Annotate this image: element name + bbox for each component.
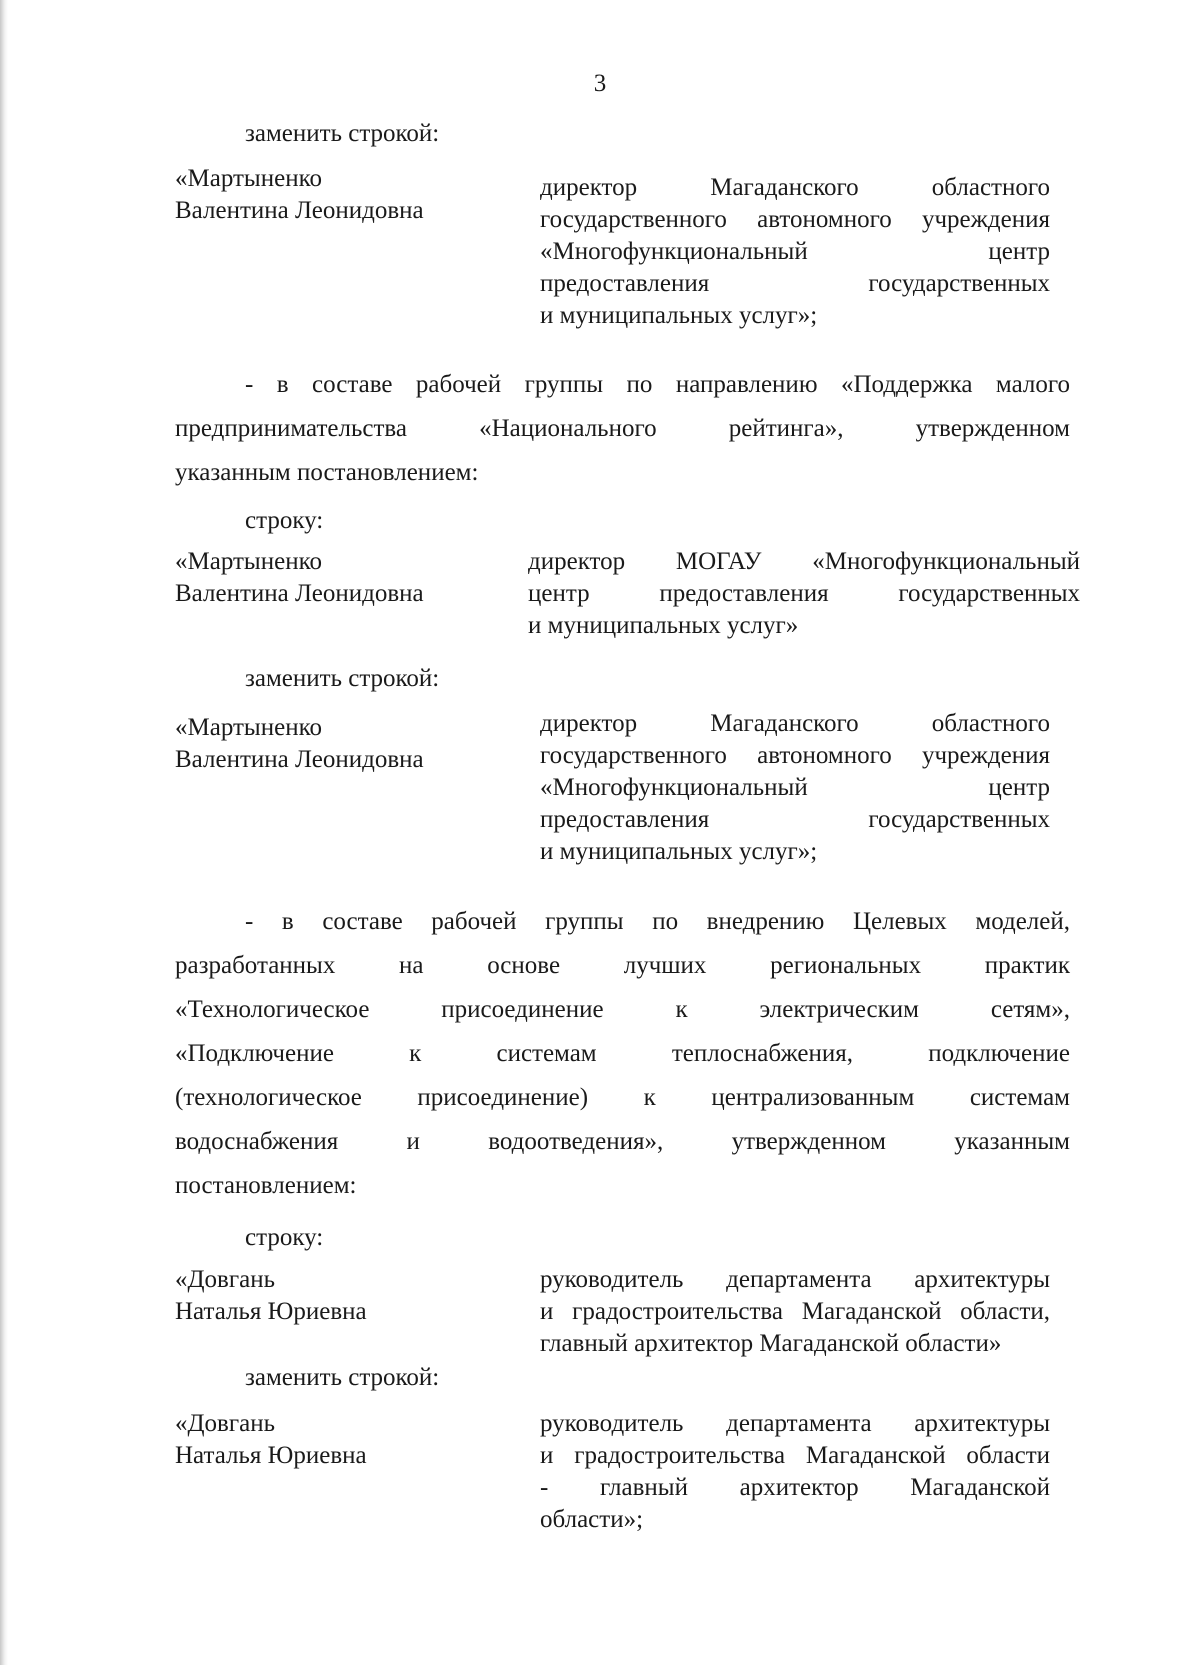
person-name: [175, 1408, 475, 1472]
name-line: «Мартыненко: [175, 165, 322, 192]
instruction-replace-line: заменить строкой:: [245, 120, 440, 147]
paragraph-line: постановлением:: [175, 1172, 357, 1199]
person-name: [175, 1264, 475, 1328]
person-position: [540, 1408, 1050, 1536]
name-line: «Мартыненко: [175, 548, 322, 575]
position-line: главный архитектор Магаданской области»: [540, 1330, 1002, 1357]
page-number: 3: [593, 70, 607, 97]
position-line: и градостроительства Магаданской области,: [540, 1298, 1050, 1325]
paragraph-line: (технологическое присоединение) к централизованным системам: [175, 1084, 1070, 1111]
paragraph-line: предпринимательства «Национального рейтинга», утвержденном: [175, 415, 1070, 442]
scan-edge-shadow: [0, 0, 8, 1665]
paragraph-line: - в составе рабочей группы по направлению «Поддержка малого: [245, 371, 1070, 398]
paragraph-line: разработанных на основе лучших региональных практик: [175, 952, 1070, 979]
person-position: [540, 708, 1050, 868]
person-position: [540, 1264, 1050, 1360]
instruction-line: строку:: [245, 507, 324, 534]
paragraph-line: - в составе рабочей группы по внедрению Целевых моделей,: [245, 908, 1070, 935]
paragraph-line: «Подключение к системам теплоснабжения, подключение: [175, 1040, 1070, 1067]
person-name: [175, 163, 475, 227]
position-line: «Многофункциональный центр: [540, 238, 1050, 265]
paragraph-line: водоснабжения и водоотведения», утвержденном указанным: [175, 1128, 1070, 1155]
position-line: государственного автономного учреждения: [540, 206, 1050, 233]
position-line: руководитель департамента архитектуры: [540, 1410, 1050, 1437]
paragraph-working-group-small-business: [175, 363, 1070, 495]
instruction-replace-line: заменить строкой:: [245, 1364, 440, 1391]
paragraph-line: указанным постановлением:: [175, 459, 479, 486]
name-line: Валентина Леонидовна: [175, 580, 424, 607]
position-line: «Многофункциональный центр: [540, 774, 1050, 801]
position-line: директор МОГАУ «Многофункциональный: [528, 548, 1080, 575]
name-line: Наталья Юриевна: [175, 1442, 367, 1469]
position-line: директор Магаданского областного: [540, 710, 1050, 737]
person-position: [528, 546, 1080, 642]
position-line: и градостроительства Магаданской области: [540, 1442, 1050, 1469]
person-position: [540, 172, 1050, 332]
position-line: и муниципальных услуг»;: [540, 302, 818, 329]
position-line: и муниципальных услуг»: [528, 612, 799, 639]
instruction-line: строку:: [245, 1224, 324, 1251]
name-line: Наталья Юриевна: [175, 1298, 367, 1325]
position-line: области»;: [540, 1506, 644, 1533]
position-line: и муниципальных услуг»;: [540, 838, 818, 865]
position-line: предоставления государственных: [540, 806, 1050, 833]
name-line: Валентина Леонидовна: [175, 746, 424, 773]
paragraph-working-group-target-models: [175, 900, 1070, 1208]
person-name: [175, 546, 475, 610]
person-name: [175, 712, 475, 776]
position-line: государственного автономного учреждения: [540, 742, 1050, 769]
name-line: «Довгань: [175, 1266, 275, 1293]
instruction-replace-line: заменить строкой:: [245, 665, 440, 692]
position-line: руководитель департамента архитектуры: [540, 1266, 1050, 1293]
position-line: - главный архитектор Магаданской: [540, 1474, 1050, 1501]
paragraph-line: «Технологическое присоединение к электрическим сетям»,: [175, 996, 1070, 1023]
position-line: центр предоставления государственных: [528, 580, 1080, 607]
name-line: «Довгань: [175, 1410, 275, 1437]
position-line: предоставления государственных: [540, 270, 1050, 297]
name-line: «Мартыненко: [175, 714, 322, 741]
name-line: Валентина Леонидовна: [175, 197, 424, 224]
position-line: директор Магаданского областного: [540, 174, 1050, 201]
